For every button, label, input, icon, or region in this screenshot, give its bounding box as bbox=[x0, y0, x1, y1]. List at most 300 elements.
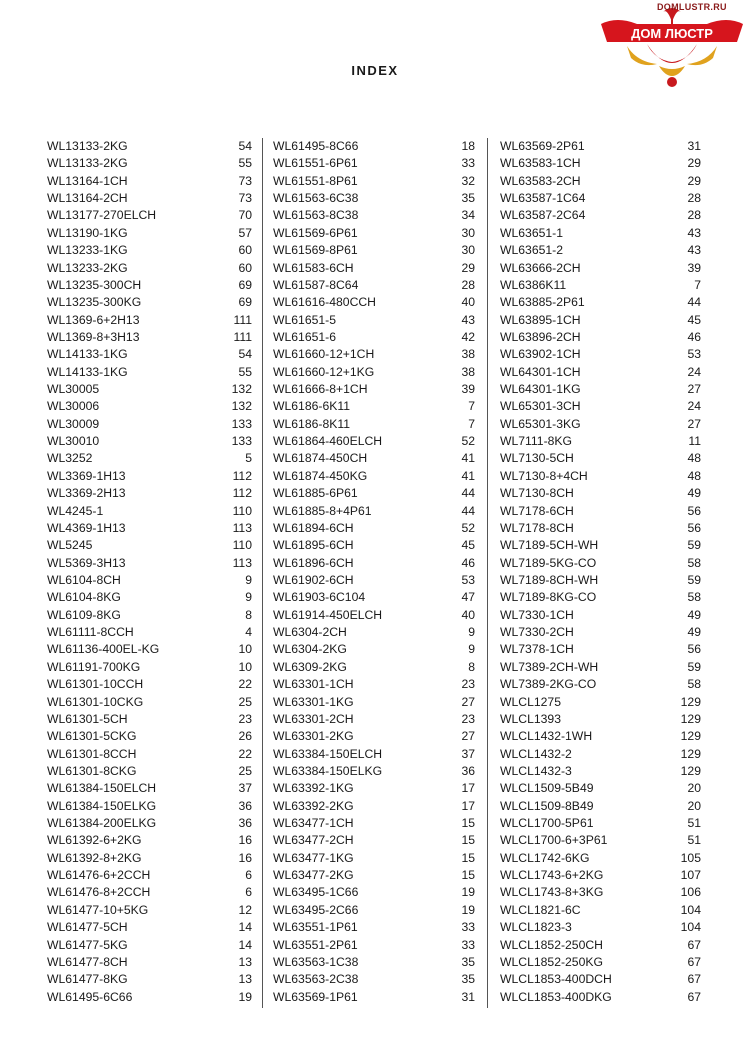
product-code: WL63885-2P61 bbox=[500, 295, 585, 310]
product-code: WL63587-1C64 bbox=[500, 191, 586, 206]
index-entry bbox=[47, 572, 252, 589]
product-code: WL6104-8CH bbox=[47, 572, 121, 587]
page-number: 9 bbox=[245, 590, 252, 605]
page-number: 13 bbox=[238, 954, 252, 969]
index-entry bbox=[273, 572, 475, 589]
index-entry bbox=[500, 780, 701, 797]
page-number: 129 bbox=[680, 694, 701, 709]
product-code: WL63392-2KG bbox=[273, 798, 354, 813]
index-entry bbox=[47, 312, 252, 329]
index-entry bbox=[47, 468, 252, 485]
product-code: WL63563-1C38 bbox=[273, 954, 359, 969]
page-number: 35 bbox=[461, 954, 475, 969]
index-entry bbox=[273, 398, 475, 415]
page-number: 5 bbox=[245, 451, 252, 466]
product-code: WL7130-8CH bbox=[500, 486, 574, 501]
product-code: WLCL1432-1WH bbox=[500, 729, 593, 744]
page-number: 58 bbox=[687, 677, 701, 692]
index-entry bbox=[47, 728, 252, 745]
index-entry bbox=[273, 954, 475, 971]
product-code: WL63495-1C66 bbox=[273, 885, 359, 900]
index-entry bbox=[47, 346, 252, 363]
index-entry bbox=[500, 173, 701, 190]
product-code: WL64301-1CH bbox=[500, 364, 581, 379]
index-entry bbox=[273, 850, 475, 867]
page-number: 51 bbox=[687, 816, 701, 831]
page-number: 22 bbox=[238, 677, 252, 692]
product-code: WLCL1700-6+3P61 bbox=[500, 833, 608, 848]
index-entry bbox=[47, 746, 252, 763]
product-code: WLCL1393 bbox=[500, 711, 561, 726]
index-entry bbox=[273, 312, 475, 329]
page-title: INDEX bbox=[351, 63, 399, 78]
page-number: 7 bbox=[468, 416, 475, 431]
product-code: WL63651-1 bbox=[500, 225, 564, 240]
product-code: WL13164-2CH bbox=[47, 191, 128, 206]
product-code: WL61191-700KG bbox=[47, 659, 141, 674]
product-code: WL63551-1P61 bbox=[273, 920, 358, 935]
product-code: WL7189-5CH-WH bbox=[500, 538, 599, 553]
product-code: WL30009 bbox=[47, 416, 100, 431]
index-entry bbox=[500, 902, 701, 919]
page-number: 43 bbox=[687, 243, 701, 258]
product-code: WL7178-8CH bbox=[500, 520, 574, 535]
page-number: 105 bbox=[680, 850, 701, 865]
page-number: 8 bbox=[468, 659, 475, 674]
index-entry bbox=[500, 485, 701, 502]
page-number: 54 bbox=[238, 347, 252, 362]
page-number: 44 bbox=[461, 503, 475, 518]
product-code: WL61666-8+1CH bbox=[273, 382, 368, 397]
index-entry bbox=[500, 659, 701, 676]
index-entry bbox=[273, 155, 475, 172]
index-entry bbox=[500, 364, 701, 381]
page-number: 53 bbox=[461, 572, 475, 587]
page-number: 44 bbox=[687, 295, 701, 310]
index-entry bbox=[47, 364, 252, 381]
index-entry bbox=[47, 173, 252, 190]
product-code: WL63569-1P61 bbox=[273, 989, 358, 1004]
index-column-3 bbox=[500, 138, 701, 1006]
product-code: WL13233-2KG bbox=[47, 260, 128, 275]
index-entry bbox=[500, 329, 701, 346]
product-code: WL7130-8+4CH bbox=[500, 468, 588, 483]
product-code: WL63569-2P61 bbox=[500, 139, 585, 153]
page-number: 29 bbox=[687, 156, 701, 171]
page-number: 48 bbox=[687, 468, 701, 483]
index-entry bbox=[500, 346, 701, 363]
product-code: WL61384-150ELKG bbox=[47, 798, 157, 813]
page-number: 19 bbox=[461, 902, 475, 917]
index-entry bbox=[273, 485, 475, 502]
logo-text: ДОМ ЛЮСТР bbox=[631, 26, 713, 41]
page-number: 113 bbox=[232, 520, 252, 535]
index-entry bbox=[500, 971, 701, 988]
product-code: WL63301-1KG bbox=[273, 694, 354, 709]
index-entry bbox=[47, 138, 252, 155]
index-entry bbox=[500, 798, 701, 815]
chandelier-logo-icon bbox=[597, 2, 747, 94]
product-code: WL61864-460ELCH bbox=[273, 434, 383, 449]
index-entry bbox=[273, 329, 475, 346]
product-code: WL4245-1 bbox=[47, 503, 104, 518]
product-code: WL13235-300CH bbox=[47, 277, 142, 292]
index-entry bbox=[500, 433, 701, 450]
page-number: 67 bbox=[687, 954, 701, 969]
page-number: 46 bbox=[461, 555, 475, 570]
index-entry bbox=[500, 763, 701, 780]
product-code: WL61874-450KG bbox=[273, 468, 368, 483]
product-code: WL61616-480CCH bbox=[273, 295, 376, 310]
index-entry bbox=[47, 937, 252, 954]
index-entry bbox=[273, 746, 475, 763]
index-entry bbox=[273, 416, 475, 433]
product-code: WL61894-6CH bbox=[273, 520, 354, 535]
index-entry bbox=[273, 138, 475, 155]
product-code: WL63477-1KG bbox=[273, 850, 354, 865]
index-entry bbox=[500, 225, 701, 242]
index-entry bbox=[500, 832, 701, 849]
index-entry bbox=[273, 676, 475, 693]
brand-logo bbox=[597, 2, 747, 94]
page-number: 106 bbox=[680, 885, 701, 900]
index-entry bbox=[47, 971, 252, 988]
product-code: WL63651-2 bbox=[500, 243, 564, 258]
index-entry bbox=[500, 746, 701, 763]
page-number: 19 bbox=[238, 989, 252, 1004]
page-number: 13 bbox=[238, 972, 252, 987]
page-number: 55 bbox=[238, 156, 252, 171]
product-code: WL61392-8+2KG bbox=[47, 850, 142, 865]
product-code: WL7330-1CH bbox=[500, 607, 574, 622]
index-entry bbox=[47, 780, 252, 797]
page-number: 59 bbox=[687, 538, 701, 553]
page-number: 112 bbox=[232, 468, 252, 483]
page-number: 39 bbox=[461, 382, 475, 397]
index-entry bbox=[273, 225, 475, 242]
product-code: WL7389-2KG-CO bbox=[500, 677, 597, 692]
index-entry bbox=[500, 694, 701, 711]
index-entry bbox=[500, 919, 701, 936]
index-entry bbox=[500, 312, 701, 329]
index-entry bbox=[47, 155, 252, 172]
product-code: WL13177-270ELCH bbox=[47, 208, 157, 223]
page-number: 129 bbox=[680, 711, 701, 726]
product-code: WLCL1275 bbox=[500, 694, 561, 709]
page-number: 37 bbox=[461, 746, 475, 761]
index-entry bbox=[273, 867, 475, 884]
product-code: WL7378-1CH bbox=[500, 642, 574, 657]
index-entry bbox=[273, 763, 475, 780]
page-number: 10 bbox=[238, 659, 252, 674]
page-number: 43 bbox=[687, 225, 701, 240]
page-number: 129 bbox=[680, 763, 701, 778]
product-code: WL14133-1KG bbox=[47, 347, 128, 362]
page-number: 27 bbox=[687, 416, 701, 431]
page-number: 12 bbox=[238, 902, 252, 917]
product-code: WL63301-2CH bbox=[273, 711, 354, 726]
product-code: WLCL1700-5P61 bbox=[500, 816, 594, 831]
product-code: WL63477-2CH bbox=[273, 833, 354, 848]
index-entry bbox=[47, 190, 252, 207]
index-entry bbox=[47, 433, 252, 450]
product-code: WL63896-2CH bbox=[500, 329, 581, 344]
page-number: 73 bbox=[238, 173, 252, 188]
product-code: WL61569-6P61 bbox=[273, 225, 358, 240]
product-code: WLCL1852-250KG bbox=[500, 954, 603, 969]
index-entry bbox=[500, 503, 701, 520]
product-code: WL61384-200ELKG bbox=[47, 816, 157, 831]
index-entry bbox=[47, 416, 252, 433]
product-code: WL61301-10CKG bbox=[47, 694, 144, 709]
page-number: 133 bbox=[231, 416, 252, 431]
product-code: WL61895-6CH bbox=[273, 538, 354, 553]
page-number: 26 bbox=[238, 729, 252, 744]
product-code: WL7330-2CH bbox=[500, 625, 574, 640]
page-number: 69 bbox=[238, 277, 252, 292]
product-code: WL7189-8KG-CO bbox=[500, 590, 597, 605]
page-number: 49 bbox=[687, 607, 701, 622]
page-number: 16 bbox=[238, 833, 252, 848]
index-entry bbox=[47, 694, 252, 711]
product-code: WLCL1853-400DKG bbox=[500, 989, 612, 1004]
product-code: WL63477-1CH bbox=[273, 816, 354, 831]
index-entry bbox=[273, 520, 475, 537]
index-entry bbox=[273, 207, 475, 224]
index-entry bbox=[47, 260, 252, 277]
page-number: 45 bbox=[687, 312, 701, 327]
page-number: 20 bbox=[687, 781, 701, 796]
index-entry bbox=[273, 728, 475, 745]
index-entry bbox=[47, 485, 252, 502]
index-entry bbox=[500, 294, 701, 311]
page-number: 36 bbox=[461, 763, 475, 778]
product-code: WL63392-1KG bbox=[273, 781, 354, 796]
product-code: WL6186-8K11 bbox=[273, 416, 351, 431]
index-entry bbox=[273, 919, 475, 936]
index-entry bbox=[273, 971, 475, 988]
index-entry bbox=[500, 624, 701, 641]
product-code: WL6304-2KG bbox=[273, 642, 347, 657]
page-number: 28 bbox=[687, 191, 701, 206]
page-number: 14 bbox=[238, 920, 252, 935]
product-code: WL63563-2C38 bbox=[273, 972, 359, 987]
index-entry bbox=[47, 242, 252, 259]
index-entry bbox=[273, 450, 475, 467]
index-entry bbox=[47, 277, 252, 294]
product-code: WLCL1432-3 bbox=[500, 763, 572, 778]
page-number: 73 bbox=[238, 191, 252, 206]
page-number: 38 bbox=[461, 347, 475, 362]
page-number: 9 bbox=[245, 572, 252, 587]
page-number: 41 bbox=[461, 451, 475, 466]
index-entry bbox=[500, 260, 701, 277]
index-entry bbox=[47, 798, 252, 815]
product-code: WL7189-8CH-WH bbox=[500, 572, 599, 587]
product-code: WL61477-5CH bbox=[47, 920, 128, 935]
index-entry bbox=[47, 850, 252, 867]
product-code: WL5369-3H13 bbox=[47, 555, 126, 570]
page-number: 7 bbox=[468, 399, 475, 414]
page-number: 111 bbox=[233, 312, 252, 327]
product-code: WL61885-6P61 bbox=[273, 486, 358, 501]
index-entry bbox=[500, 555, 701, 572]
product-code: WL7111-8KG bbox=[500, 434, 573, 449]
index-entry bbox=[47, 815, 252, 832]
product-code: WL30005 bbox=[47, 382, 100, 397]
index-entry bbox=[273, 503, 475, 520]
product-code: WL3369-1H13 bbox=[47, 468, 126, 483]
product-code: WL61563-6C38 bbox=[273, 191, 359, 206]
page-number: 57 bbox=[238, 225, 252, 240]
index-entry bbox=[273, 780, 475, 797]
product-code: WL61660-12+1CH bbox=[273, 347, 375, 362]
page-number: 45 bbox=[461, 538, 475, 553]
product-code: WL61896-6CH bbox=[273, 555, 354, 570]
page-number: 42 bbox=[461, 329, 475, 344]
index-entry bbox=[47, 294, 252, 311]
product-code: WL63583-1CH bbox=[500, 156, 581, 171]
index-entry bbox=[47, 641, 252, 658]
index-entry bbox=[500, 641, 701, 658]
index-entry bbox=[47, 919, 252, 936]
page-number: 9 bbox=[468, 642, 475, 657]
product-code: WL7389-2CH-WH bbox=[500, 659, 599, 674]
product-code: WL6186-6K11 bbox=[273, 399, 351, 414]
page-number: 132 bbox=[231, 399, 252, 414]
page-number: 67 bbox=[687, 989, 701, 1004]
page-number: 15 bbox=[461, 833, 475, 848]
product-code: WL61563-8C38 bbox=[273, 208, 359, 223]
index-entry bbox=[273, 173, 475, 190]
page-number: 110 bbox=[232, 538, 252, 553]
index-entry bbox=[500, 607, 701, 624]
page-number: 69 bbox=[238, 295, 252, 310]
index-entry bbox=[500, 815, 701, 832]
product-code: WL61551-8P61 bbox=[273, 173, 358, 188]
product-code: WL30010 bbox=[47, 434, 100, 449]
page-number: 8 bbox=[245, 607, 252, 622]
product-code: WL61111-8CCH bbox=[47, 625, 134, 640]
page-number: 36 bbox=[238, 798, 252, 813]
index-entry bbox=[273, 884, 475, 901]
index-entry bbox=[500, 537, 701, 554]
product-code: WLCL1743-6+2KG bbox=[500, 868, 604, 883]
product-code: WL63895-1CH bbox=[500, 312, 581, 327]
page-number: 133 bbox=[231, 434, 252, 449]
page-number: 34 bbox=[461, 208, 475, 223]
index-entry bbox=[500, 138, 701, 155]
index-entry bbox=[47, 954, 252, 971]
product-code: WL61477-5KG bbox=[47, 937, 128, 952]
page-number: 10 bbox=[238, 642, 252, 657]
product-code: WL1369-6+2H13 bbox=[47, 312, 140, 327]
product-code: WL63495-2C66 bbox=[273, 902, 359, 917]
page-number: 35 bbox=[461, 191, 475, 206]
index-entry bbox=[500, 867, 701, 884]
product-code: WL13235-300KG bbox=[47, 295, 142, 310]
page-number: 48 bbox=[687, 451, 701, 466]
product-code: WL13133-2KG bbox=[47, 139, 128, 153]
page-number: 19 bbox=[461, 885, 475, 900]
index-entry bbox=[47, 676, 252, 693]
product-code: WL3369-2H13 bbox=[47, 486, 126, 501]
product-code: WL61301-8CCH bbox=[47, 746, 137, 761]
index-entry bbox=[47, 902, 252, 919]
index-entry bbox=[273, 433, 475, 450]
product-code: WL61301-8CKG bbox=[47, 763, 137, 778]
page-number: 111 bbox=[233, 329, 252, 344]
page-number: 7 bbox=[694, 277, 701, 292]
product-code: WLCL1852-250CH bbox=[500, 937, 603, 952]
index-entry bbox=[500, 572, 701, 589]
index-entry bbox=[500, 937, 701, 954]
page-number: 32 bbox=[461, 173, 475, 188]
product-code: WL61874-450CH bbox=[273, 451, 368, 466]
index-entry bbox=[47, 450, 252, 467]
page-number: 28 bbox=[687, 208, 701, 223]
page-number: 25 bbox=[238, 763, 252, 778]
page-number: 43 bbox=[461, 312, 475, 327]
page-number: 112 bbox=[232, 486, 252, 501]
product-code: WLCL1509-5B49 bbox=[500, 781, 594, 796]
product-code: WL13233-1KG bbox=[47, 243, 128, 258]
product-code: WL61477-8CH bbox=[47, 954, 128, 969]
logo-url: DOMLUSTR.RU bbox=[657, 2, 727, 12]
index-entry bbox=[273, 815, 475, 832]
page-number: 59 bbox=[687, 659, 701, 674]
page-number: 46 bbox=[687, 329, 701, 344]
index-entry bbox=[273, 989, 475, 1006]
column-divider bbox=[487, 138, 488, 1008]
page-number: 33 bbox=[461, 937, 475, 952]
index-entry bbox=[500, 416, 701, 433]
product-code: WL4369-1H13 bbox=[47, 520, 126, 535]
page-number: 56 bbox=[687, 503, 701, 518]
page-number: 25 bbox=[238, 694, 252, 709]
index-entry bbox=[273, 555, 475, 572]
page-number: 110 bbox=[232, 503, 252, 518]
index-entry bbox=[273, 364, 475, 381]
product-code: WL63301-2KG bbox=[273, 729, 354, 744]
index-entry bbox=[47, 884, 252, 901]
product-code: WL61583-6CH bbox=[273, 260, 354, 275]
page-number: 52 bbox=[461, 434, 475, 449]
index-entry bbox=[273, 694, 475, 711]
page-number: 38 bbox=[461, 364, 475, 379]
page-number: 4 bbox=[245, 625, 252, 640]
product-code: WL63666-2CH bbox=[500, 260, 581, 275]
page-number: 23 bbox=[461, 677, 475, 692]
index-column-2 bbox=[273, 138, 475, 1006]
page-number: 23 bbox=[238, 711, 252, 726]
index-entry bbox=[47, 398, 252, 415]
product-code: WL61903-6C104 bbox=[273, 590, 366, 605]
product-code: WL61587-8C64 bbox=[273, 277, 359, 292]
page-number: 49 bbox=[687, 486, 701, 501]
page-number: 54 bbox=[238, 139, 252, 153]
index-entry bbox=[273, 711, 475, 728]
index-entry bbox=[273, 624, 475, 641]
index-entry bbox=[47, 329, 252, 346]
page-number: 16 bbox=[238, 850, 252, 865]
page-number: 27 bbox=[461, 729, 475, 744]
page-number: 36 bbox=[238, 816, 252, 831]
product-code: WL61651-5 bbox=[273, 312, 337, 327]
page-number: 30 bbox=[461, 225, 475, 240]
page-number: 17 bbox=[461, 798, 475, 813]
page-number: 58 bbox=[687, 555, 701, 570]
